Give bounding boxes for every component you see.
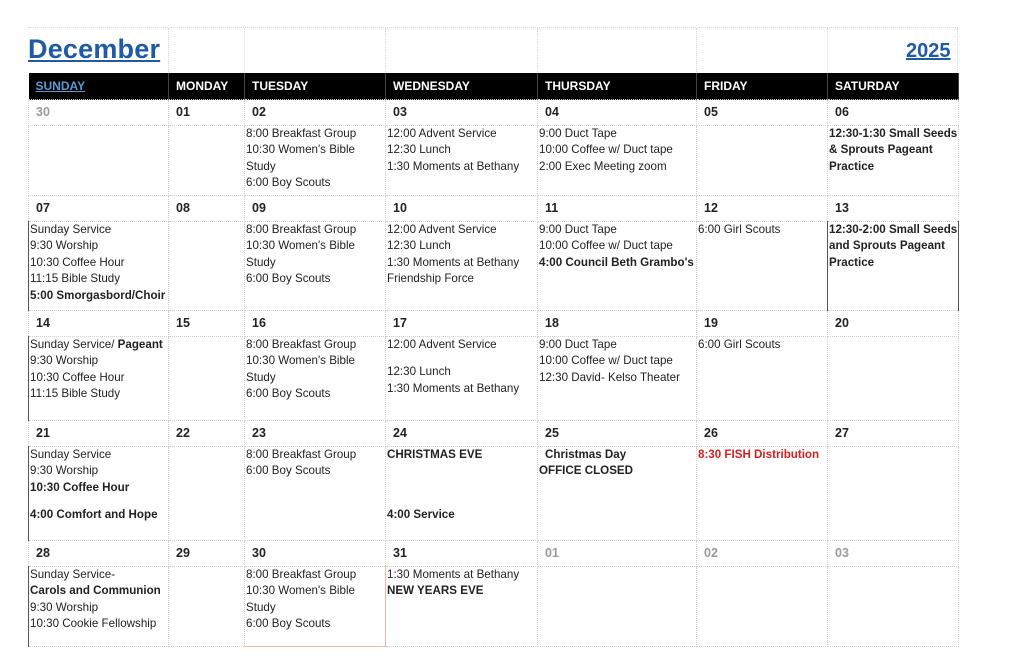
day-number: 18 — [538, 311, 697, 337]
date-row — [29, 311, 959, 337]
day-events — [169, 222, 245, 311]
day-events — [828, 567, 959, 647]
day-number: 21 — [29, 421, 169, 447]
day-events — [386, 126, 538, 196]
event-item: Sunday Service — [30, 448, 112, 461]
calendar-grid — [28, 73, 959, 647]
event-item: 10:30 Women's Bible — [246, 354, 355, 368]
day-number: 31 — [386, 541, 538, 567]
weekday-saturday: SATURDAY — [828, 73, 959, 100]
day-events — [245, 126, 386, 196]
day-number: 03 — [386, 100, 538, 126]
event-item: 1:30 Moments at Bethany — [387, 568, 520, 581]
event-item: 12:00 Advent Service — [387, 127, 497, 140]
day-events — [29, 126, 169, 196]
events-row — [29, 567, 959, 647]
day-events — [828, 447, 959, 541]
weekday-thursday: THURSDAY — [538, 73, 697, 100]
weekday-friday: FRIDAY — [697, 73, 828, 100]
event-item: Friendship Force — [387, 272, 474, 286]
day-events — [697, 567, 828, 647]
day-number: 27 — [828, 421, 959, 447]
event-item: NEW YEARS EVE — [387, 584, 484, 598]
day-number: 06 — [828, 100, 959, 126]
event-item: 9:00 Duct Tape — [539, 127, 617, 140]
day-events — [169, 567, 245, 647]
event-item: 10:00 Coffee w/ Duct tape — [539, 239, 673, 253]
event-item: 10:00 Coffee w/ Duct tape — [539, 354, 673, 368]
day-number: 01 — [169, 100, 245, 126]
day-number: 13 — [828, 196, 959, 222]
day-number: 14 — [29, 311, 169, 337]
event-item: 6:00 Boy Scouts — [246, 464, 331, 478]
day-events — [386, 447, 538, 541]
event-item: 12:30 Lunch — [387, 239, 451, 253]
event-item: Study — [246, 255, 276, 269]
event-item: CHRISTMAS EVE — [387, 448, 483, 461]
event-item: 9:00 Duct Tape — [539, 223, 617, 236]
event-text: Pageant — [117, 338, 163, 351]
day-number: 16 — [245, 311, 386, 337]
month-title: December — [28, 34, 161, 64]
event-item: 8:30 FISH Distribution — [698, 448, 820, 461]
day-events — [386, 222, 538, 311]
event-item: 1:30 Moments at Bethany — [387, 255, 520, 269]
day-events — [386, 337, 538, 421]
event-item: 8:00 Breakfast Group — [246, 568, 357, 581]
day-number: 25 — [538, 421, 697, 447]
event-item: Practice — [829, 255, 875, 269]
day-number: 30 — [29, 100, 169, 126]
event-item: 12:30 David- Kelso Theater — [539, 370, 680, 384]
event-item — [30, 337, 168, 353]
date-row — [29, 421, 959, 447]
weekday-tuesday: TUESDAY — [245, 73, 386, 100]
event-item: 6:00 Boy Scouts — [246, 617, 331, 631]
event-item: 4:00 Council Beth Grambo's — [539, 255, 694, 269]
event-item: 4:00 Service — [387, 508, 455, 522]
day-number: 22 — [169, 421, 245, 447]
day-events — [538, 126, 697, 196]
event-item: 8:00 Breakfast Group — [246, 127, 357, 140]
event-item: 12:30 Lunch — [387, 365, 451, 379]
event-item: Carols and Communion — [30, 584, 161, 598]
event-item: Study — [246, 600, 276, 614]
day-events — [245, 567, 386, 647]
event-item: 6:00 Girl Scouts — [698, 223, 781, 236]
event-item: 10:30 Coffee Hour — [30, 255, 125, 269]
event-item: Sunday Service- — [30, 568, 116, 581]
day-number: 02 — [245, 100, 386, 126]
day-number: 24 — [386, 421, 538, 447]
event-item: 10:30 Women's Bible — [246, 584, 355, 598]
day-number: 19 — [697, 311, 828, 337]
event-item: 10:30 Cookie Fellowship — [30, 617, 157, 631]
event-item: 6:00 Boy Scouts — [246, 387, 331, 401]
day-events — [538, 337, 697, 421]
event-item: 2:00 Exec Meeting zoom — [539, 159, 667, 173]
event-item: 12:30-1:30 Small Seeds — [829, 127, 958, 140]
event-item: 10:30 Women's Bible — [246, 239, 355, 253]
events-row — [29, 222, 959, 311]
day-number: 26 — [697, 421, 828, 447]
day-events — [245, 222, 386, 311]
event-item: 10:30 Women's Bible — [246, 143, 355, 157]
event-item: 1:30 Moments at Bethany — [387, 159, 520, 173]
date-row — [29, 541, 959, 567]
day-events — [697, 447, 828, 541]
event-item: 4:00 Comfort and Hope — [30, 508, 158, 522]
event-item: Practice — [829, 159, 875, 173]
day-events — [29, 447, 169, 541]
weekday-wednesday: WEDNESDAY — [386, 73, 538, 100]
event-item: and Sprouts Pageant — [829, 239, 945, 253]
day-number: 09 — [245, 196, 386, 222]
spacer — [387, 353, 537, 364]
day-events — [29, 337, 169, 421]
day-number: 12 — [697, 196, 828, 222]
year-label: 2025 — [906, 40, 951, 62]
day-events — [828, 126, 959, 196]
day-events — [245, 337, 386, 421]
day-events — [697, 222, 828, 311]
event-item: Sunday Service — [30, 223, 112, 236]
event-item: 9:30 Worship — [30, 600, 99, 614]
event-item: 8:00 Breakfast Group — [246, 223, 357, 236]
event-item: 8:00 Breakfast Group — [246, 338, 357, 351]
event-item: 11:15 Bible Study — [30, 387, 121, 401]
day-number: 20 — [828, 311, 959, 337]
event-item: 6:00 Boy Scouts — [246, 176, 331, 190]
day-events — [538, 567, 697, 647]
day-events — [169, 126, 245, 196]
event-item: 9:30 Worship — [30, 239, 99, 253]
day-events — [29, 222, 169, 311]
event-item: 10:00 Coffee w/ Duct tape — [539, 143, 673, 157]
day-number: 04 — [538, 100, 697, 126]
event-item: 10:30 Coffee Hour — [30, 480, 130, 494]
day-number: 11 — [538, 196, 697, 222]
event-item: 12:30 Lunch — [387, 143, 451, 157]
day-events — [697, 126, 828, 196]
event-item: 12:00 Advent Service — [387, 223, 497, 236]
event-item: 9:30 Worship — [30, 354, 99, 368]
day-number: 17 — [386, 311, 538, 337]
day-events — [828, 337, 959, 421]
spacer — [387, 485, 537, 507]
event-item: 1:30 Moments at Bethany — [387, 381, 520, 395]
events-row — [29, 126, 959, 196]
weekday-sunday[interactable]: SUNDAY — [29, 73, 169, 100]
event-item: Christmas Day — [545, 448, 627, 461]
event-item: 12:00 Advent Service — [387, 338, 497, 351]
event-item: 12:30-2:00 Small Seeds — [829, 223, 958, 236]
day-events — [169, 447, 245, 541]
event-item: 6:00 Boy Scouts — [246, 272, 331, 286]
day-number: 30 — [245, 541, 386, 567]
events-row — [29, 447, 959, 541]
event-item: 10:30 Coffee Hour — [30, 370, 125, 384]
day-number: 28 — [29, 541, 169, 567]
event-item: & Sprouts Pageant — [829, 143, 933, 157]
event-item: OFFICE CLOSED — [539, 464, 634, 478]
day-number: 08 — [169, 196, 245, 222]
day-number: 07 — [29, 196, 169, 222]
day-number: 01 — [538, 541, 697, 567]
day-number: 15 — [169, 311, 245, 337]
event-item: Study — [246, 159, 276, 173]
day-events — [538, 447, 697, 541]
day-events — [828, 222, 959, 311]
event-item: 9:30 Worship — [30, 464, 99, 478]
day-number: 23 — [245, 421, 386, 447]
weekday-monday: MONDAY — [169, 73, 245, 100]
spacer — [387, 463, 537, 485]
event-item: 11:15 Bible Study — [30, 272, 121, 286]
date-row — [29, 196, 959, 222]
day-number: 02 — [697, 541, 828, 567]
day-events — [697, 337, 828, 421]
day-events — [245, 447, 386, 541]
day-events — [386, 567, 538, 647]
title-grid — [28, 27, 958, 74]
day-number: 29 — [169, 541, 245, 567]
day-events — [538, 222, 697, 311]
event-item: 6:00 Girl Scouts — [698, 338, 781, 351]
weekday-header-row — [29, 73, 959, 100]
events-row — [29, 337, 959, 421]
day-number: 10 — [386, 196, 538, 222]
event-item: 9:00 Duct Tape — [539, 338, 617, 351]
day-events — [169, 337, 245, 421]
day-events — [29, 567, 169, 647]
date-row — [29, 100, 959, 126]
spacer — [30, 496, 168, 507]
event-item: 5:00 Smorgasbord/Choir — [30, 288, 166, 302]
event-item: Study — [246, 370, 276, 384]
day-number: 03 — [828, 541, 959, 567]
day-number: 05 — [697, 100, 828, 126]
event-item: 8:00 Breakfast Group — [246, 448, 357, 461]
event-text: Sunday Service/ — [30, 338, 118, 351]
